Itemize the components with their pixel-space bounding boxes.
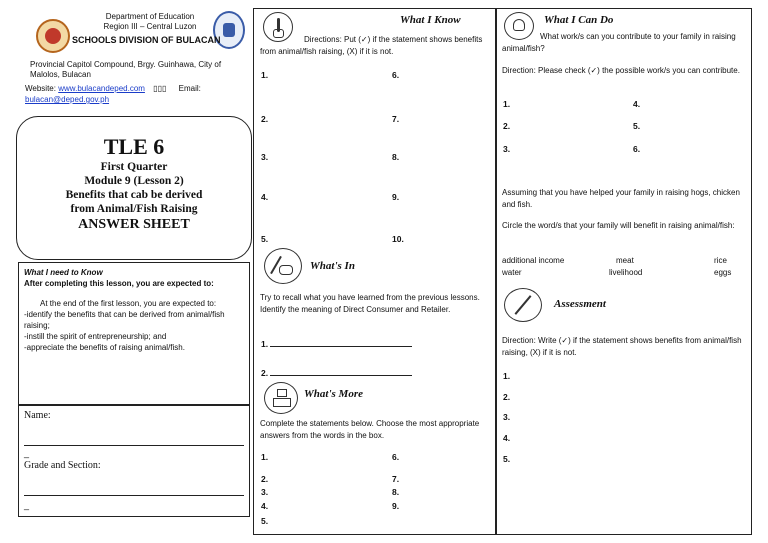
need-to-know-heading: What I need to Know: [24, 268, 103, 277]
need-to-know-item: -appreciate the benefits of raising animal/fish.: [24, 343, 185, 352]
module: Module 9 (Lesson 2): [84, 175, 184, 187]
answer-number: 2.: [503, 392, 511, 402]
need-to-know-lead: At the end of the first lesson, you are expected to:: [40, 299, 217, 308]
name-dash: _: [24, 448, 30, 458]
topic-line-1: Benefits that cab be derived: [65, 189, 203, 201]
subject-title: TLE 6: [103, 134, 165, 159]
whats-in-text: Try to recall what you have learned from the previous lessons. Identify the meaning of Direct Consumer and Retailer.: [260, 293, 480, 314]
assessment-direction: Direction: Write (✓) if the statement shows benefits from animal/fish raising, (X) if it is not.: [502, 336, 742, 357]
answer-number: 7.: [392, 114, 400, 124]
whats-in-answer-field[interactable]: [270, 366, 412, 376]
word-choice[interactable]: water: [502, 268, 522, 277]
dept-name: Department of Education: [105, 12, 195, 21]
grade-label: Grade and Section:: [24, 460, 101, 471]
word-choice[interactable]: eggs: [714, 268, 732, 277]
answer-sheet-title: ANSWER SHEET: [78, 217, 190, 232]
whats-in-answer-field[interactable]: [270, 337, 412, 347]
answer-number: 3.: [261, 152, 269, 162]
grade-dash: _: [24, 500, 30, 510]
answer-number: 2.: [261, 474, 269, 484]
hand-writing-icon: [264, 248, 302, 284]
topic-line-2: from Animal/Fish Raising: [70, 203, 198, 215]
whats-in-heading: What's In: [310, 260, 355, 272]
answer-number: 3.: [503, 144, 511, 154]
answer-number: 6.: [633, 144, 641, 154]
deped-seal-icon: [36, 19, 70, 53]
answer-number: 9.: [392, 501, 400, 511]
region-name: Region III – Central Luzon: [103, 22, 197, 31]
answer-number: 5.: [633, 121, 641, 131]
website-label: Website:: [25, 84, 56, 93]
answer-number: 7.: [392, 474, 400, 484]
need-to-know-item: -instill the spirit of entrepreneurship; and: [24, 332, 167, 341]
what-i-know-directions: Directions: Put (✓) if the statement shows benefits from animal/fish raising, (X) if it is not.: [260, 35, 483, 56]
word-choice[interactable]: rice: [714, 256, 727, 265]
stacked-blocks-icon: [264, 382, 298, 414]
answer-number: 5.: [503, 454, 511, 464]
answer-number: 5.: [261, 516, 269, 526]
answer-number: 6.: [392, 70, 400, 80]
need-to-know-item: -identify the benefits that can be derived from animal/fish raising;: [24, 310, 225, 330]
circle-instruction: Circle the word/s that your family will benefit in raising animal/fish:: [502, 221, 735, 230]
what-i-can-do-direction: Direction: Please check (✓) the possible work/s you can contribute.: [502, 66, 740, 75]
name-field[interactable]: [24, 432, 244, 446]
answer-number: 8.: [392, 487, 400, 497]
website-link[interactable]: www.bulacandeped.com: [58, 84, 145, 93]
answer-number: 4.: [503, 433, 511, 443]
assume-text: Assuming that you have helped your family in raising hogs, chicken and fish.: [502, 188, 740, 209]
answer-number: 2.: [261, 114, 269, 124]
pen-writing-icon: [504, 288, 542, 322]
answer-number: 3.: [503, 412, 511, 422]
answer-number: 2.: [261, 368, 269, 378]
answer-number: 4.: [261, 501, 269, 511]
email-label: Email:: [178, 84, 201, 93]
word-choice[interactable]: meat: [616, 256, 634, 265]
answer-number: 3.: [261, 487, 269, 497]
whats-more-heading: What's More: [304, 388, 363, 400]
what-i-can-do-heading: What I Can Do: [544, 14, 614, 26]
answer-number: 1.: [503, 99, 511, 109]
division-name: SCHOOLS DIVISION OF BULACAN: [72, 35, 221, 45]
answer-number: 4.: [633, 99, 641, 109]
answer-number: 1.: [261, 339, 269, 349]
answer-number: 10.: [392, 234, 404, 244]
answer-number: 4.: [261, 192, 269, 202]
answer-number: 6.: [392, 452, 400, 462]
what-i-can-do-question: What work/s can you contribute to your family in raising animal/fish?: [502, 32, 736, 53]
what-i-know-heading: What I Know: [400, 14, 461, 26]
placeholder-boxes: ▯▯▯: [153, 84, 167, 93]
assessment-heading: Assessment: [554, 298, 606, 310]
word-choice[interactable]: additional income: [502, 256, 565, 265]
answer-number: 1.: [261, 70, 269, 80]
need-to-know-intro: After completing this lesson, you are expected to:: [24, 279, 214, 288]
address: Provincial Capitol Compound, Brgy. Guinhawa, City of Malolos, Bulacan: [30, 60, 222, 79]
answer-number: 1.: [261, 452, 269, 462]
answer-number: 2.: [503, 121, 511, 131]
quarter: First Quarter: [100, 161, 168, 173]
answer-number: 8.: [392, 152, 400, 162]
word-choice[interactable]: livelihood: [609, 268, 643, 277]
answer-number: 5.: [261, 234, 269, 244]
whats-more-text: Complete the statements below. Choose the most appropriate answers from the words in the box.: [260, 419, 480, 440]
answer-number: 1.: [503, 371, 511, 381]
grade-field[interactable]: [24, 482, 244, 496]
name-label: Name:: [24, 410, 51, 421]
answer-number: 9.: [392, 192, 400, 202]
email-link[interactable]: bulacan@deped.gov.ph: [25, 95, 110, 104]
